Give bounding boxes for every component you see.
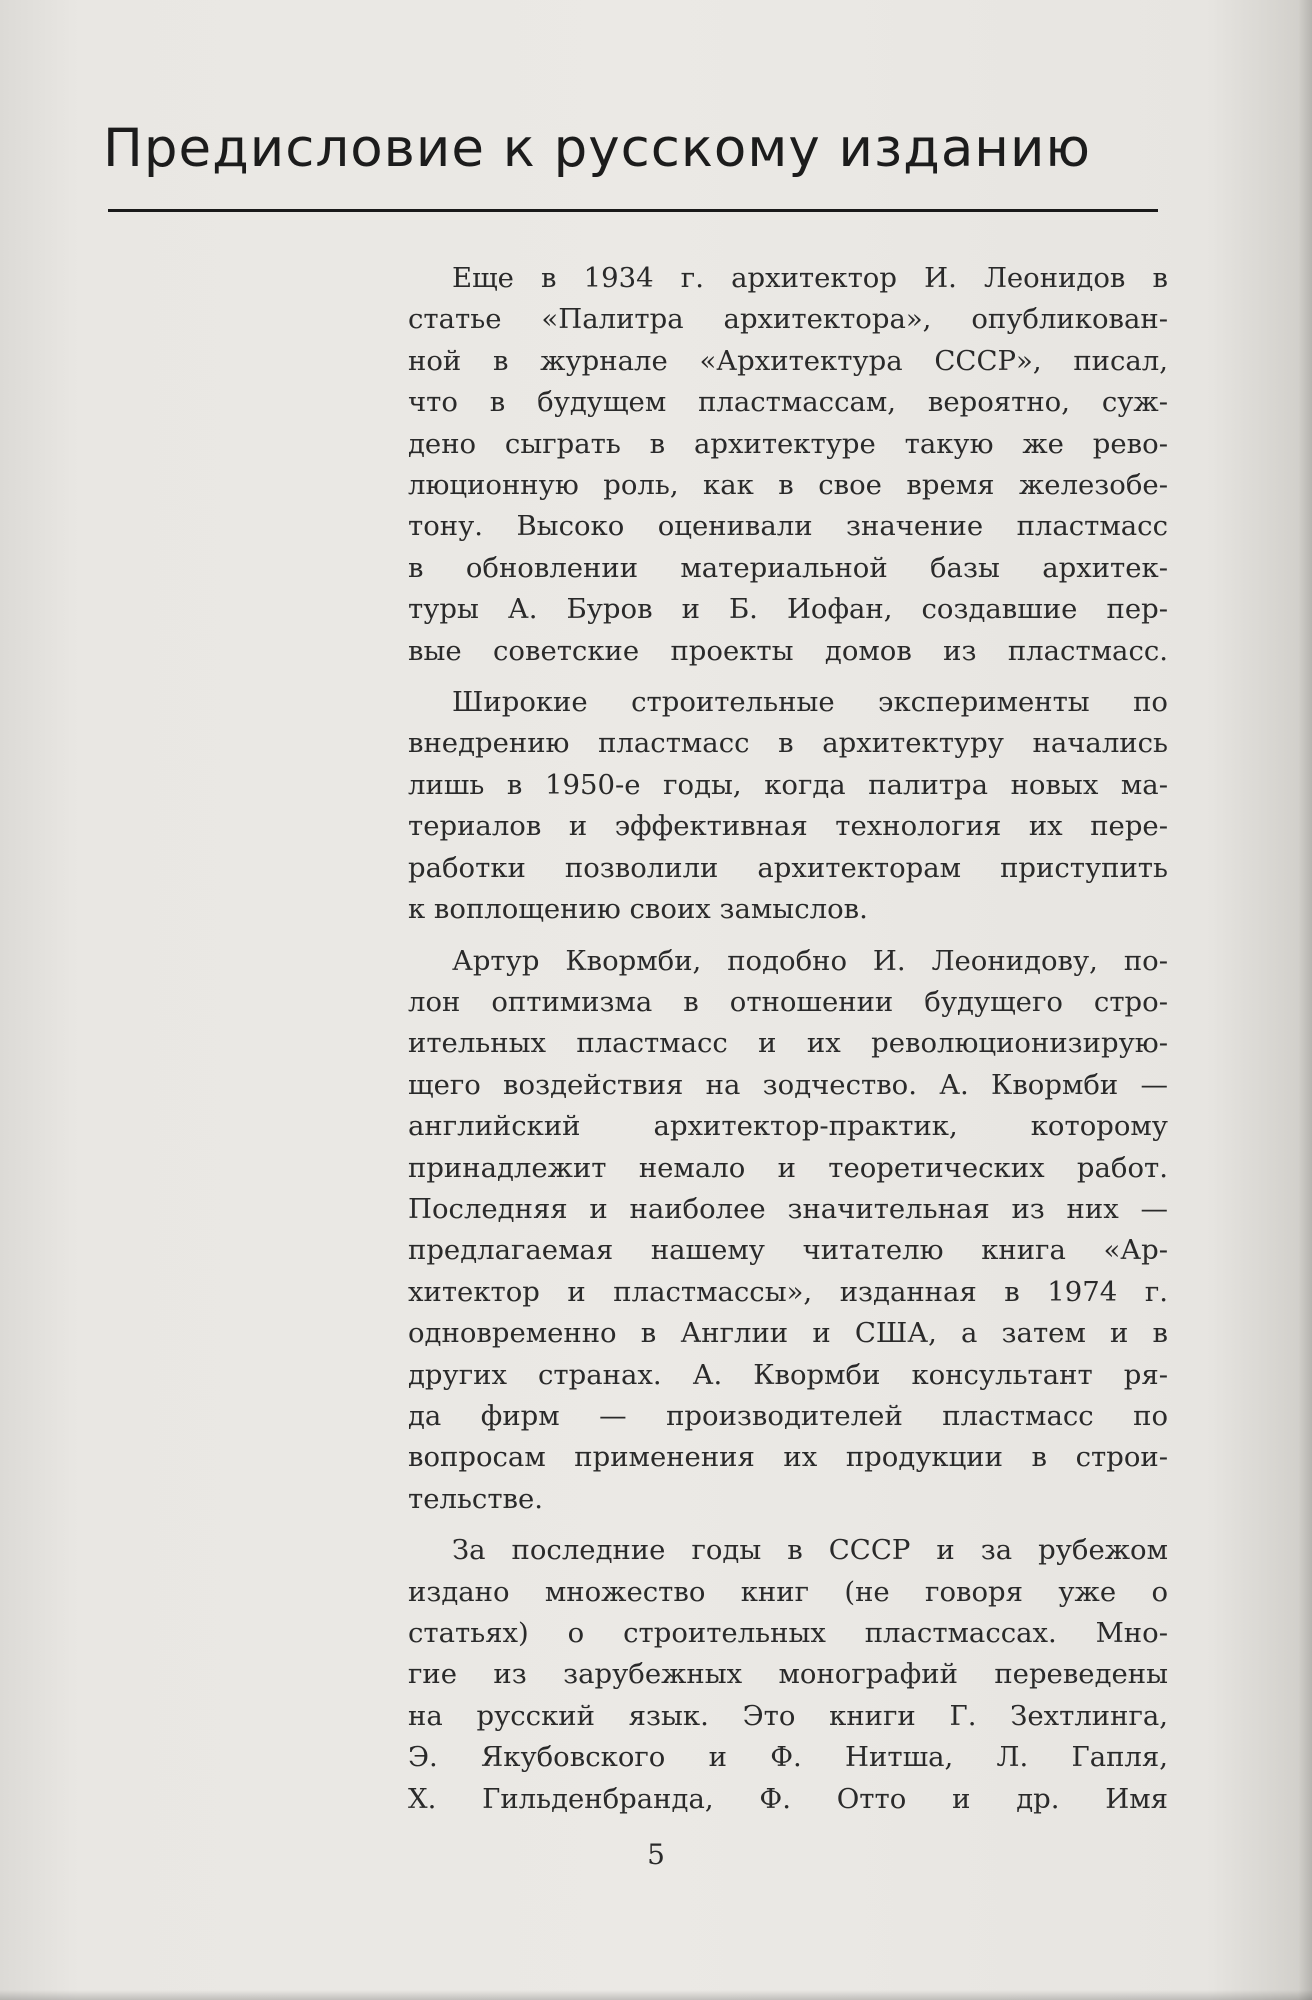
- text-line: вые советские проекты домов из пластмасс.: [408, 634, 1168, 667]
- text-line: лон оптимизма в отношении будущего стро-: [408, 985, 1168, 1018]
- paragraph-3: [408, 941, 1168, 1521]
- heading-underline: [108, 209, 1158, 212]
- text-line: тону. Высоко оценивали значение пластмасс: [408, 510, 1168, 543]
- text-line: одновременно в Англии и США, а затем и в: [408, 1317, 1168, 1350]
- text-line: других странах. А. Квормби консультант ря-: [408, 1358, 1168, 1391]
- text-line: люционную роль, как в свое время железобе-: [408, 469, 1168, 502]
- text-line: к воплощению своих замыслов.: [408, 893, 868, 926]
- text-line: дено сыграть в архитектуре такую же рево-: [408, 427, 1168, 460]
- text-line: хитектор и пластмассы», изданная в 1974 г.: [408, 1275, 1168, 1308]
- text-line: английский архитектор-практик, которому: [408, 1110, 1168, 1143]
- text-line: лишь в 1950-е годы, когда палитра новых ма-: [408, 768, 1168, 801]
- text-line: что в будущем пластмассам, вероятно, суж-: [408, 386, 1168, 419]
- page-bottom-shadow: [0, 1990, 1312, 2000]
- text-line: Еще в 1934 г. архитектор И. Леонидов в: [452, 262, 1168, 294]
- page-edge-shadow: [1298, 0, 1312, 2000]
- text-line: ительных пластмасс и их революционизирую-: [408, 1027, 1168, 1060]
- text-line: гие из зарубежных монографий переведены: [408, 1658, 1168, 1691]
- text-line: издано множество книг (не говоря уже о: [408, 1575, 1168, 1608]
- text-line: внедрению пластмасс в архитектуру начались: [408, 727, 1168, 760]
- text-line: вопросам применения их продукции в строи-: [408, 1441, 1168, 1474]
- text-line: да фирм — производителей пластмасс по: [408, 1399, 1168, 1432]
- text-line: За последние годы в СССР и за рубежом: [452, 1534, 1168, 1567]
- text-line: териалов и эффективная технология их пере-: [408, 810, 1168, 843]
- text-line: щего воздействия на зодчество. А. Квормби —: [408, 1068, 1168, 1101]
- paragraph-4: [408, 1530, 1168, 1820]
- text-line: Э. Якубовского и Ф. Нитша, Л. Гапля,: [408, 1741, 1168, 1774]
- body-text: [408, 258, 1168, 1830]
- page-number: 5: [647, 1838, 665, 1871]
- paragraph-1: [408, 258, 1168, 672]
- text-line: предлагаемая нашему читателю книга «Ар-: [408, 1234, 1168, 1267]
- text-line: Х. Гильденбранда, Ф. Отто и др. Имя: [408, 1782, 1168, 1815]
- text-line: статьях) о строительных пластмассах. Мно-: [408, 1617, 1168, 1649]
- text-line: работки позволили архитекторам приступить: [408, 851, 1168, 884]
- text-line: Последняя и наиболее значительная из них —: [408, 1192, 1168, 1225]
- text-line: на русский язык. Это книги Г. Зехтлинга,: [408, 1699, 1168, 1732]
- text-line: принадлежит немало и теоретических работ.: [408, 1151, 1168, 1184]
- text-line: статье «Палитра архитектора», опубликован-: [408, 303, 1168, 336]
- text-line: тельстве.: [408, 1482, 544, 1515]
- text-line: Артур Квормби, подобно И. Леонидову, по-: [452, 944, 1168, 977]
- text-line: ной в журнале «Архитектура СССР», писал,: [408, 344, 1168, 377]
- page-heading: Предисловие к русскому изданию: [103, 118, 1092, 179]
- text-line: в обновлении материальной базы архитек-: [408, 551, 1168, 584]
- paragraph-2: [408, 682, 1168, 930]
- text-line: туры А. Буров и Б. Иофан, создавшие пер-: [408, 593, 1168, 626]
- text-line: Широкие строительные эксперименты по: [452, 686, 1168, 719]
